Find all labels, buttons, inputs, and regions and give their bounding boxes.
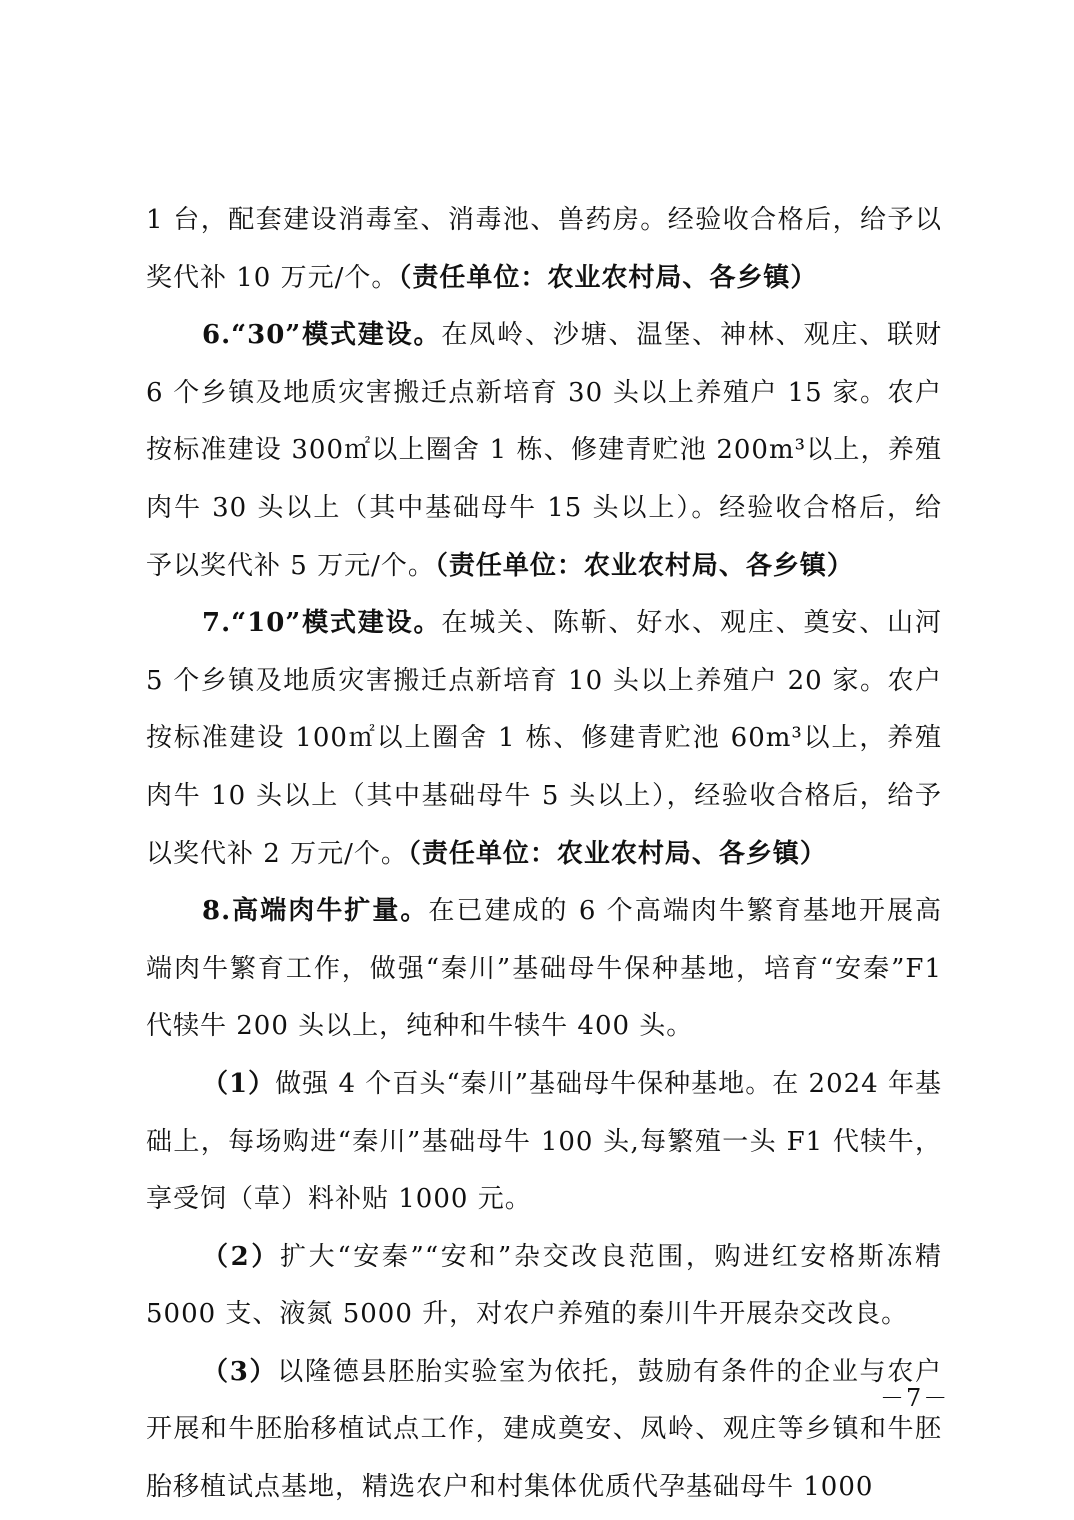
text-run: 在已建成的 6 个高端肉牛繁育基地开展高端肉牛繁育工作，做强“秦川”基础母牛保种基地，培育“安秦”F1 代犊牛 200 头以上，纯种和牛犊牛 400 头。: [146, 896, 942, 1042]
text-run: 做强 4 个百头“秦川”基础母牛保种基地。在 2024 年基础上，每场购进“秦川”基础母牛 100 头,每繁殖一头 F1 代犊牛，享受饲（草）料补贴 1000 元。: [146, 1068, 942, 1215]
text-run: 以隆德县胚胎实验室为依托，鼓励有条件的企业与农户开展和牛胚胎移植试点工作，建成奠安、凤岭、观庄等乡镇和牛胚胎移植试点基地，精选农户和村集体优质代孕基础母牛 1000: [146, 1356, 942, 1503]
paragraph-p-8-1: [146, 1056, 942, 1229]
text-run: 扩大“安秦”“安和”杂交改良范围，购进红安格斯冻精 5000 支、液氮 5000 升，对农户养殖的秦川牛开展杂交改良。: [146, 1241, 943, 1330]
paragraph-p-8-2: [146, 1229, 942, 1344]
bold-text-run: （3）: [202, 1356, 278, 1387]
text-run: 在城关、陈靳、好水、观庄、奠安、山河 5 个乡镇及地质灾害搬迁点新培育 10 头以上养殖户 20 家。农户按标准建设 100㎡以上圈舍 1 栋、修建青贮池 60m³以上，养殖肉牛 10 头以上（其中基础母牛 5 头以上），经验收合格后，给予以奖代补 2 万元/个。: [146, 608, 942, 869]
bold-text-run: 6.“30”模式建设。: [202, 320, 442, 351]
page-number: －7－: [880, 1384, 950, 1412]
text-run: 1 台，配套建设消毒室、消毒池、兽药房。经验收合格后，给予以奖代补 10 万元/个。: [146, 205, 942, 293]
bold-text-run: 8.高端肉牛扩量。: [202, 896, 429, 927]
paragraph-p-8-3: [146, 1344, 942, 1517]
bold-text-run: （2）: [202, 1241, 281, 1272]
document-body: [146, 192, 942, 1517]
paragraph-p-7: [146, 595, 942, 883]
bold-text-run: （责任单位：农业农村局、各乡镇）: [434, 550, 854, 581]
bold-text-run: （1）: [202, 1068, 276, 1099]
paragraph-p-6: [146, 307, 942, 595]
text-run: 在凤岭、沙塘、温堡、神林、观庄、联财 6 个乡镇及地质灾害搬迁点新培育 30 头以上养殖户 15 家。农户按标准建设 300㎡以上圈舍 1 栋、修建青贮池 200m³以上，养殖肉牛 30 头以上（其中基础母牛 15 头以上）。经验收合格后，给予以奖代补 5 万元/个。: [146, 320, 942, 581]
paragraph-p-8: [146, 883, 942, 1056]
bold-text-run: （责任单位：农业农村局、各乡镇）: [398, 262, 818, 293]
paragraph-p-continuation: [146, 192, 942, 307]
bold-text-run: （责任单位：农业农村局、各乡镇）: [407, 838, 827, 869]
bold-text-run: 7.“10”模式建设。: [202, 608, 442, 639]
